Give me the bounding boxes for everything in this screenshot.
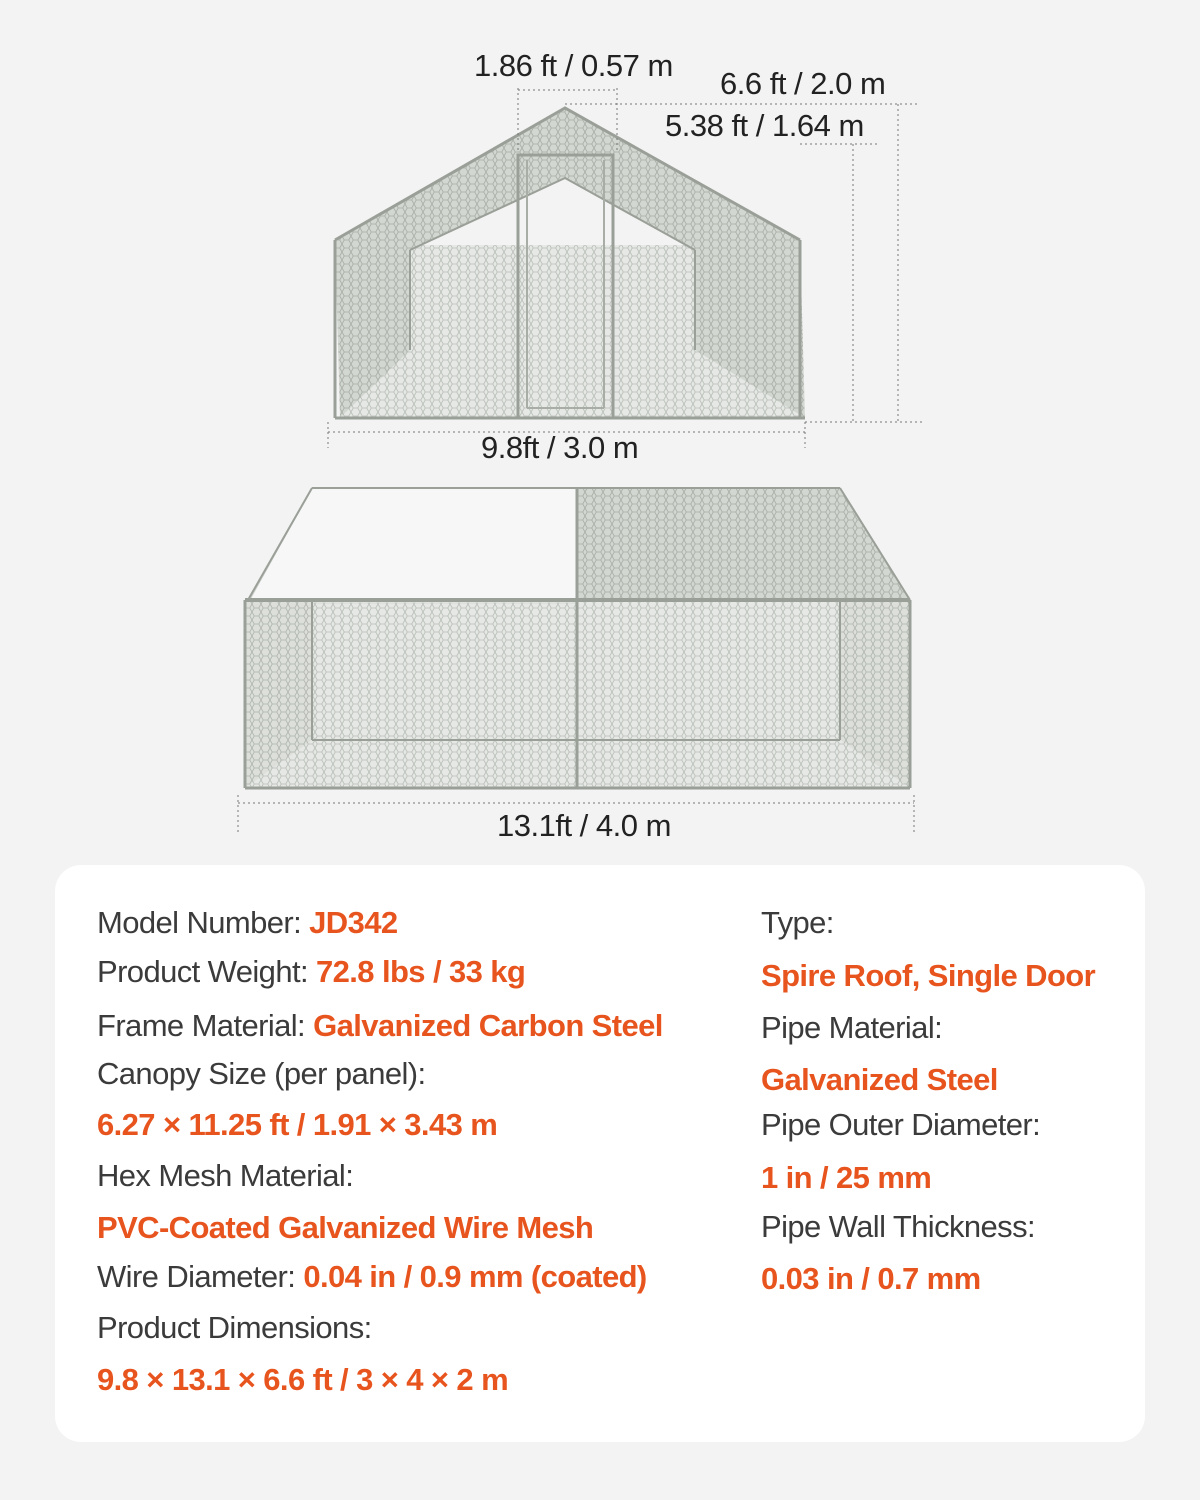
wall-height-label: 5.38 ft / 1.64 m xyxy=(665,108,864,143)
frame-material-value: Galvanized Carbon Steel xyxy=(313,1008,663,1043)
pipe-material-value: Galvanized Steel xyxy=(761,1062,998,1097)
frame-material-label: Frame Material: xyxy=(97,1008,306,1043)
frame-material-row xyxy=(97,1008,663,1044)
wire-diameter-value: 0.04 in / 0.9 mm (coated) xyxy=(303,1259,647,1294)
width-label: 9.8ft / 3.0 m xyxy=(481,430,639,465)
pipe-wall-value: 0.03 in / 0.7 mm xyxy=(761,1261,981,1296)
pipe-material-label: Pipe Material: xyxy=(761,1010,943,1045)
canopy-size-label: Canopy Size (per panel): xyxy=(97,1056,426,1091)
product-dimensions-value: 9.8 × 13.1 × 6.6 ft / 3 × 4 × 2 m xyxy=(97,1362,509,1397)
side-view-coop xyxy=(245,488,910,788)
hex-mesh-value: PVC-Coated Galvanized Wire Mesh xyxy=(97,1210,594,1245)
model-number-row xyxy=(97,905,398,941)
model-number-value: JD342 xyxy=(309,905,398,940)
type-label: Type: xyxy=(761,905,834,940)
product-weight-label: Product Weight: xyxy=(97,954,308,989)
product-dimensions-label: Product Dimensions: xyxy=(97,1310,372,1345)
pipe-diameter-label: Pipe Outer Diameter: xyxy=(761,1107,1041,1142)
pipe-diameter-value: 1 in / 25 mm xyxy=(761,1160,932,1195)
type-value: Spire Roof, Single Door xyxy=(761,958,1096,993)
model-number-label: Model Number: xyxy=(97,905,302,940)
canopy-size-value: 6.27 × 11.25 ft / 1.91 × 3.43 m xyxy=(97,1107,498,1142)
total-height-label: 6.6 ft / 2.0 m xyxy=(720,66,886,101)
length-label: 13.1ft / 4.0 m xyxy=(497,808,671,843)
spec-card xyxy=(55,865,1145,1442)
product-weight-row xyxy=(97,954,525,990)
front-view-coop xyxy=(335,108,805,418)
hex-mesh-label: Hex Mesh Material: xyxy=(97,1158,354,1193)
wire-diameter-label: Wire Diameter: xyxy=(97,1259,296,1294)
pipe-wall-label: Pipe Wall Thickness: xyxy=(761,1209,1035,1244)
product-weight-value: 72.8 lbs / 33 kg xyxy=(316,954,526,989)
door-width-label: 1.86 ft / 0.57 m xyxy=(474,48,673,83)
wire-diameter-row xyxy=(97,1259,647,1295)
